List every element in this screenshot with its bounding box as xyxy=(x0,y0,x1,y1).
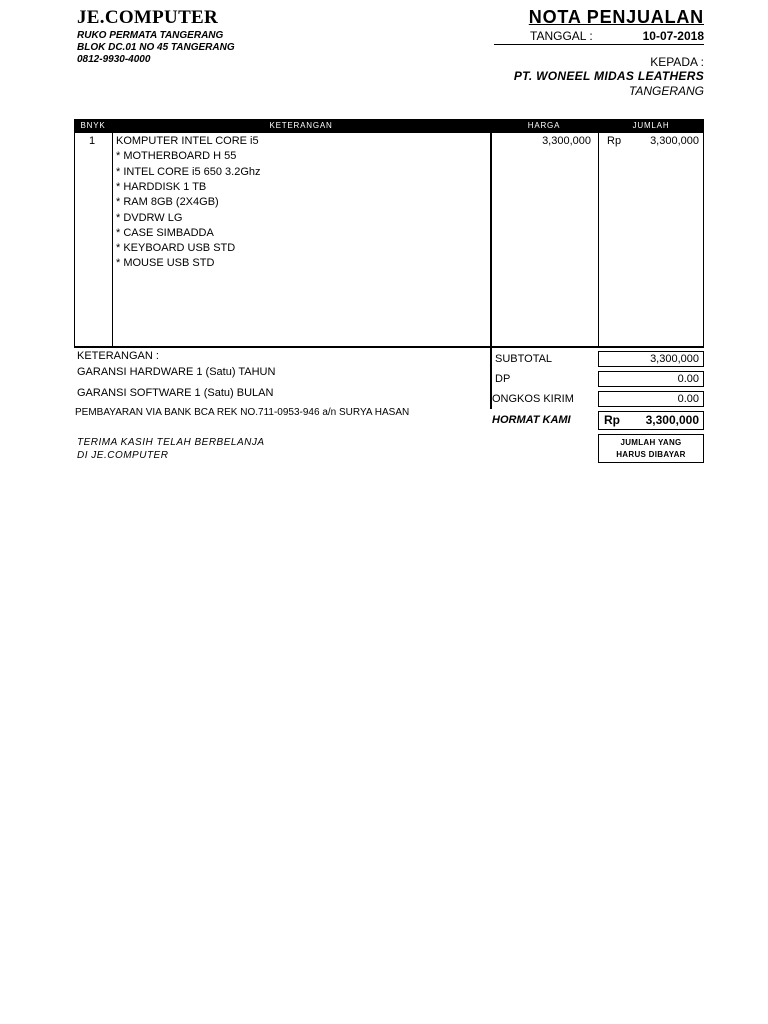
row-description-line: * CASE SIMBADDA xyxy=(116,226,214,239)
total-value: 3,300,000 xyxy=(645,413,699,427)
column-divider xyxy=(112,133,113,346)
recipient-label: KEPADA : xyxy=(650,55,704,69)
warranty-software: GARANSI SOFTWARE 1 (Satu) BULAN xyxy=(77,387,274,399)
payment-note: PEMBAYARAN VIA BANK BCA REK NO.711-0953-946 a/n SURYA HASAN xyxy=(75,407,410,418)
date-value: 10-07-2018 xyxy=(642,29,704,43)
column-header-amount: JUMLAH xyxy=(632,121,670,130)
company-phone: 0812-9930-4000 xyxy=(77,54,151,65)
company-address-line: RUKO PERMATA TANGERANG xyxy=(77,30,224,41)
row-description-line: * INTEL CORE i5 650 3.2Ghz xyxy=(116,165,261,178)
row-description-line: * DVDRW LG xyxy=(116,211,183,224)
row-description-line: KOMPUTER INTEL CORE i5 xyxy=(116,135,259,147)
items-table-header xyxy=(74,119,704,133)
amount-due-line: JUMLAH YANG xyxy=(620,438,682,447)
total-currency: Rp xyxy=(604,413,620,427)
row-description-line: * KEYBOARD USB STD xyxy=(116,242,236,255)
shipping-label: ONGKOS KIRIM xyxy=(492,393,574,405)
items-table-body xyxy=(74,133,704,347)
row-description-line: * MOUSE USB STD xyxy=(116,257,215,270)
summary-divider xyxy=(74,347,704,348)
amount-due-label xyxy=(598,434,704,463)
column-divider xyxy=(598,133,599,346)
row-description-line: * RAM 8GB (2X4GB) xyxy=(116,196,219,209)
subtotal-label: SUBTOTAL xyxy=(495,353,553,365)
dp-value: 0.00 xyxy=(598,371,704,387)
company-name: JE.COMPUTER xyxy=(77,7,219,28)
thanks-line: TERIMA KASIH TELAH BERBELANJA xyxy=(77,437,265,448)
dp-label: DP xyxy=(495,373,511,385)
column-divider xyxy=(490,133,492,346)
grand-total xyxy=(598,411,704,430)
row-price: 3,300,000 xyxy=(542,135,591,147)
thanks-line: DI JE.COMPUTER xyxy=(77,450,169,461)
row-description-line: * MOTHERBOARD H 55 xyxy=(116,150,237,163)
company-address-line: BLOK DC.01 NO 45 TANGERANG xyxy=(77,42,235,53)
shipping-value: 0.00 xyxy=(598,391,704,407)
row-description-line: * HARDDISK 1 TB xyxy=(116,180,207,193)
row-qty: 1 xyxy=(89,135,96,147)
warranty-hardware: GARANSI HARDWARE 1 (Satu) TAHUN xyxy=(77,366,276,378)
notes-label: KETERANGAN : xyxy=(77,350,159,362)
column-header-price: HARGA xyxy=(527,121,561,130)
date-label: TANGGAL : xyxy=(530,29,593,43)
row-currency: Rp xyxy=(607,135,622,147)
amount-due-line: HARUS DIBAYAR xyxy=(616,450,686,459)
column-header-description: KETERANGAN xyxy=(269,121,333,130)
subtotal-value: 3,300,000 xyxy=(598,351,704,367)
column-header-qty: BNYK xyxy=(80,121,106,130)
customer-name: PT. WONEEL MIDAS LEATHERS xyxy=(513,69,704,83)
signature-label: HORMAT KAMI xyxy=(492,414,571,426)
date-underline xyxy=(494,44,704,45)
row-amount: 3,300,000 xyxy=(650,135,699,147)
customer-city: TANGERANG xyxy=(628,84,704,98)
document-title: NOTA PENJUALAN xyxy=(528,7,704,27)
